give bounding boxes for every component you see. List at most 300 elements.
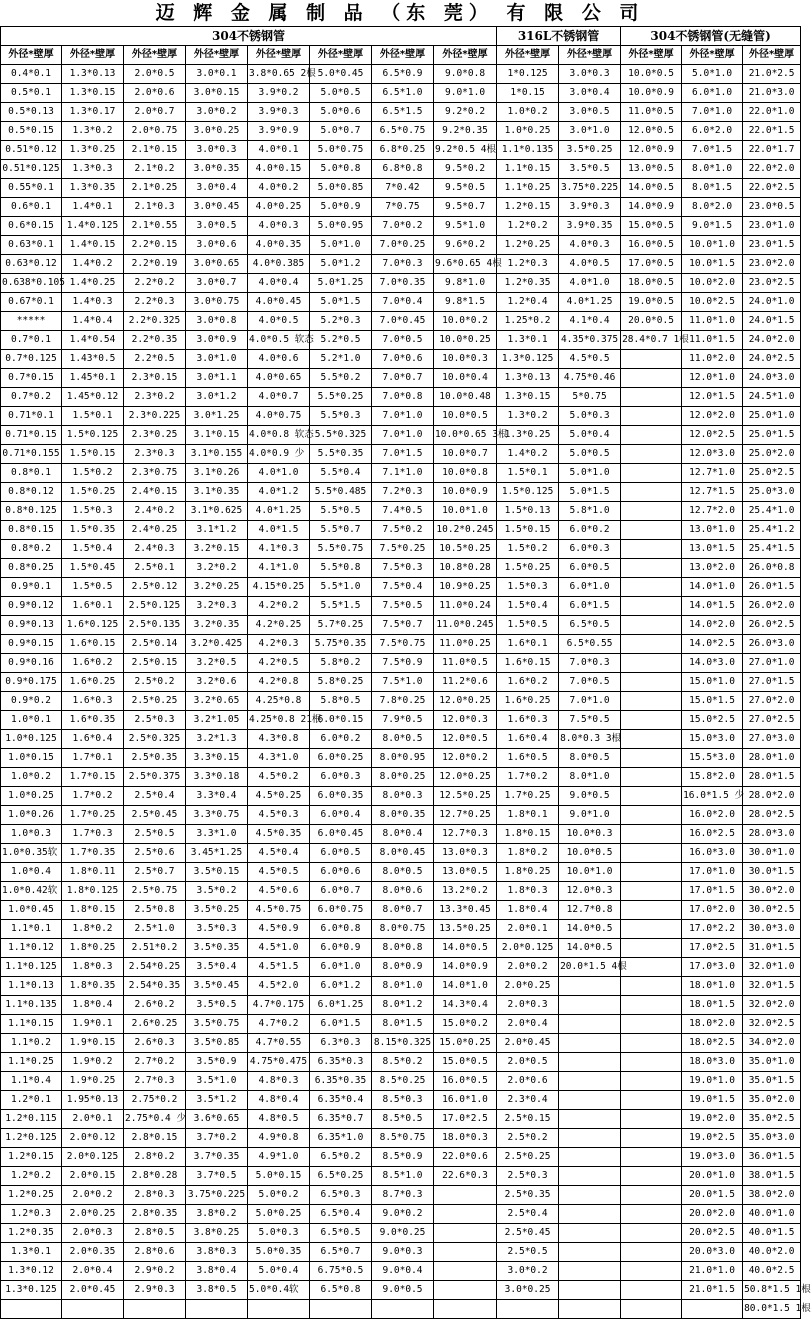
table-cell: 4.75*0.475 <box>248 1053 310 1072</box>
table-cell: 10.0*0.25 <box>434 331 497 350</box>
table-cell: 6.35*0.7 <box>310 1110 372 1129</box>
table-row <box>1 673 801 692</box>
table-cell: 2.0*0.25 <box>62 1205 124 1224</box>
table-cell: 7.0*0.5 <box>559 673 621 692</box>
table-cell: 7.5*0.25 <box>372 540 434 559</box>
table-cell: 12.7*1.0 <box>682 464 743 483</box>
table-row <box>1 787 801 806</box>
table-cell: 5.0*0.6 <box>310 103 372 122</box>
table-cell: 1.2*0.25 <box>1 1186 62 1205</box>
table-cell: 0.9*0.13 <box>1 616 62 635</box>
table-cell: 26.0*1.5 <box>743 578 801 597</box>
table-cell <box>621 1110 682 1129</box>
group-header: 304不锈钢管(无缝管) <box>621 27 801 46</box>
table-cell: 5.5*0.35 <box>310 445 372 464</box>
table-cell: 5.75*0.35 <box>310 635 372 654</box>
table-cell: 1.5*0.125 <box>497 483 559 502</box>
table-cell: 5.0*1.5 <box>559 483 621 502</box>
table-row <box>1 1129 801 1148</box>
table-cell: 1.0*0.1 <box>1 711 62 730</box>
table-cell: 2.0*0.6 <box>497 1072 559 1091</box>
table-cell: 1.5*0.45 <box>62 559 124 578</box>
table-cell: 10.0*1.0 <box>434 502 497 521</box>
table-cell: 10.0*0.4 <box>434 369 497 388</box>
table-cell: 2.5*0.2 <box>124 673 186 692</box>
table-cell: 1.5*0.13 <box>497 502 559 521</box>
table-cell: 8.5*0.25 <box>372 1072 434 1091</box>
table-cell: 18.0*1.5 <box>682 996 743 1015</box>
table-cell: 15.0*1.0 <box>682 673 743 692</box>
table-cell: 5.5*1.0 <box>310 578 372 597</box>
table-cell: 8.0*1.2 <box>372 996 434 1015</box>
table-cell: 2.7*0.3 <box>124 1072 186 1091</box>
table-cell: 3.0*0.45 <box>186 198 248 217</box>
table-cell: 1.8*0.2 <box>62 920 124 939</box>
table-cell: 4.15*0.25 <box>248 578 310 597</box>
table-cell: 0.7*0.15 <box>1 369 62 388</box>
table-cell: 2.0*0.45 <box>497 1034 559 1053</box>
table-cell: 14.0*0.9 <box>434 958 497 977</box>
table-cell: 4.0*0.45 <box>248 293 310 312</box>
table-cell: 22.0*0.6 <box>434 1148 497 1167</box>
table-cell: 6.5*0.5 <box>559 616 621 635</box>
table-cell: 7.2*0.3 <box>372 483 434 502</box>
table-cell: 24.0*3.0 <box>743 369 801 388</box>
table-cell: 2.6*0.2 <box>124 996 186 1015</box>
table-cell: 0.9*0.1 <box>1 578 62 597</box>
table-cell: 24.0*2.5 <box>743 350 801 369</box>
table-cell: 10.0*1.0 <box>682 236 743 255</box>
table-cell: 1.5*0.15 <box>62 445 124 464</box>
table-cell: 2.3*0.25 <box>124 426 186 445</box>
table-cell: 4.0*0.2 <box>248 179 310 198</box>
table-cell: 2.3*0.2 <box>124 388 186 407</box>
table-cell: 2.0*0.12 <box>62 1129 124 1148</box>
table-cell: 2.75*0.2 <box>124 1091 186 1110</box>
table-cell <box>621 1148 682 1167</box>
table-cell: 3.0*0.8 <box>186 312 248 331</box>
table-cell: 1.5*0.3 <box>62 502 124 521</box>
table-cell: 4.0*0.35 <box>248 236 310 255</box>
table-cell <box>559 1224 621 1243</box>
table-cell: 7.0*0.6 <box>372 350 434 369</box>
table-row <box>1 236 801 255</box>
table-cell: 1.5*0.1 <box>62 407 124 426</box>
table-cell: 1.8*0.25 <box>62 939 124 958</box>
table-cell: 1.7*0.3 <box>62 825 124 844</box>
table-cell: 6.5*0.25 <box>310 1167 372 1186</box>
table-cell: 3.8*0.4 <box>186 1262 248 1281</box>
table-cell: 1.2*0.4 <box>497 293 559 312</box>
table-cell: 5.0*1.0 <box>559 464 621 483</box>
table-cell: 30.0*3.0 <box>743 920 801 939</box>
table-cell: 4.9*1.0 <box>248 1148 310 1167</box>
table-cell: 6.5*0.8 <box>310 1281 372 1300</box>
table-cell: 20.0*0.5 <box>621 312 682 331</box>
table-cell: 5.5*0.4 <box>310 464 372 483</box>
table-cell: 3.0*1.0 <box>186 350 248 369</box>
table-cell <box>621 521 682 540</box>
table-cell: 19.0*0.5 <box>621 293 682 312</box>
table-cell: 1.7*0.2 <box>62 787 124 806</box>
table-cell: 16.0*0.5 <box>621 236 682 255</box>
table-cell: 16.0*3.0 <box>682 844 743 863</box>
table-cell: 7.0*0.45 <box>372 312 434 331</box>
table-cell: 12.0*1.0 <box>682 369 743 388</box>
table-cell <box>497 1300 559 1319</box>
table-cell: 6.0*0.35 <box>310 787 372 806</box>
table-cell: 1.0*0.4 <box>1 863 62 882</box>
table-cell: 4.5*0.4 <box>248 844 310 863</box>
table-cell: 1.45*0.12 <box>62 388 124 407</box>
table-cell: 5.5*0.75 <box>310 540 372 559</box>
table-cell: 5.2*1.0 <box>310 350 372 369</box>
table-cell: 4.2*0.5 <box>248 654 310 673</box>
table-cell: 4.8*0.5 <box>248 1110 310 1129</box>
table-cell: 2.5*0.3 <box>497 1167 559 1186</box>
table-cell: 2.2*0.325 <box>124 312 186 331</box>
table-cell: 1.7*0.25 <box>497 787 559 806</box>
table-cell: 2.5*0.45 <box>497 1224 559 1243</box>
table-cell: 2.0*0.15 <box>62 1167 124 1186</box>
table-cell: 12.0*0.9 <box>621 141 682 160</box>
table-cell <box>621 920 682 939</box>
table-cell: 5.8*0.25 <box>310 673 372 692</box>
table-cell: 0.71*0.15 <box>1 426 62 445</box>
table-cell: 3.0*0.4 <box>186 179 248 198</box>
table-cell: 2.6*0.25 <box>124 1015 186 1034</box>
table-cell: 1.6*0.15 <box>62 635 124 654</box>
table-cell <box>621 1243 682 1262</box>
table-cell: 1.4*0.15 <box>62 236 124 255</box>
table-cell: 20.0*2.5 <box>682 1224 743 1243</box>
table-row <box>1 958 801 977</box>
table-cell: 3.0*0.4 <box>559 84 621 103</box>
table-cell: 6.5*0.4 <box>310 1205 372 1224</box>
table-cell: 1*0.125 <box>497 65 559 84</box>
table-cell: 3.5*0.5 <box>186 996 248 1015</box>
table-cell: 7.5*0.7 <box>372 616 434 635</box>
table-cell: 3.0*0.1 <box>186 65 248 84</box>
table-cell: 1.0*0.45 <box>1 901 62 920</box>
table-cell <box>621 977 682 996</box>
table-cell: 2.0*0.45 <box>62 1281 124 1300</box>
table-cell: 32.0*1.0 <box>743 958 801 977</box>
table-cell: 0.7*0.1 <box>1 331 62 350</box>
table-cell: 6.0*0.15 <box>310 711 372 730</box>
table-cell: 15.0*3.0 <box>682 730 743 749</box>
table-cell: 7.0*0.5 <box>372 331 434 350</box>
table-cell: 10.0*2.0 <box>682 274 743 293</box>
table-cell: 2.51*0.2 <box>124 939 186 958</box>
table-cell: 6.8*0.25 <box>372 141 434 160</box>
table-cell <box>621 768 682 787</box>
table-row <box>1 1015 801 1034</box>
table-cell: 5.5*0.8 <box>310 559 372 578</box>
table-cell: 10.0*0.65 3根 <box>434 426 497 445</box>
table-cell <box>559 1262 621 1281</box>
table-cell <box>682 1300 743 1319</box>
table-cell: 4.5*0.9 <box>248 920 310 939</box>
table-cell: 4.0*0.25 <box>248 198 310 217</box>
table-cell: 4.0*0.5 <box>248 312 310 331</box>
table-cell: 4.0*1.0 <box>559 274 621 293</box>
table-cell: 2.8*0.28 <box>124 1167 186 1186</box>
table-cell: 2.4*0.15 <box>124 483 186 502</box>
table-cell: 10.0*2.5 <box>682 293 743 312</box>
table-cell: 16.0*1.5 少 <box>682 787 743 806</box>
table-cell: 4.0*0.7 <box>248 388 310 407</box>
table-cell: 11.0*1.0 <box>682 312 743 331</box>
table-cell: 18.0*2.5 <box>682 1034 743 1053</box>
table-cell <box>621 749 682 768</box>
table-cell: 1.2*0.35 <box>497 274 559 293</box>
table-cell: 3.7*0.35 <box>186 1148 248 1167</box>
table-cell <box>559 1205 621 1224</box>
table-cell: 16.0*2.5 <box>682 825 743 844</box>
table-cell: 26.0*2.5 <box>743 616 801 635</box>
table-cell: 0.8*0.1 <box>1 464 62 483</box>
table-cell: 4.5*1.5 <box>248 958 310 977</box>
table-cell: 3.9*0.3 <box>559 198 621 217</box>
table-cell: 1.6*0.4 <box>62 730 124 749</box>
table-cell: 4.5*0.2 <box>248 768 310 787</box>
table-cell: 1.8*0.125 <box>62 882 124 901</box>
table-cell: 16.0*1.0 <box>434 1091 497 1110</box>
table-cell: 6.0*1.5 <box>559 597 621 616</box>
table-cell: 2.5*0.2 <box>497 1129 559 1148</box>
table-cell <box>621 806 682 825</box>
table-cell: 1.0*0.2 <box>497 103 559 122</box>
table-cell: 7.0*0.7 <box>372 369 434 388</box>
table-cell: 16.0*0.5 <box>434 1072 497 1091</box>
table-cell: 4.2*0.8 <box>248 673 310 692</box>
table-cell: 14.0*1.0 <box>682 578 743 597</box>
table-cell: 2.5*0.1 <box>124 559 186 578</box>
table-cell: 4.5*0.5 <box>559 350 621 369</box>
column-header: 外径*壁厚 <box>682 46 743 65</box>
table-cell: 27.0*2.5 <box>743 711 801 730</box>
table-cell: 3.0*0.3 <box>559 65 621 84</box>
table-cell: 2.1*0.55 <box>124 217 186 236</box>
table-cell: 1.3*0.25 <box>62 141 124 160</box>
table-cell <box>621 1072 682 1091</box>
table-cell: 23.0*2.0 <box>743 255 801 274</box>
table-cell: 8.0*1.0 <box>559 768 621 787</box>
column-header: 外径*壁厚 <box>621 46 682 65</box>
table-cell: 11.2*0.6 <box>434 673 497 692</box>
table-cell: 3.8*0.65 2根 <box>248 65 310 84</box>
table-cell: 28.4*0.7 1根 <box>621 331 682 350</box>
table-cell: 14.0*2.0 <box>682 616 743 635</box>
table-cell: 1.5*0.25 <box>62 483 124 502</box>
table-row <box>1 825 801 844</box>
table-cell: 7.4*0.5 <box>372 502 434 521</box>
table-row <box>1 502 801 521</box>
table-cell: 3.9*0.2 <box>248 84 310 103</box>
table-cell <box>621 559 682 578</box>
table-cell: 9.5*0.2 <box>434 160 497 179</box>
table-cell: 3.0*1.1 <box>186 369 248 388</box>
table-cell: 2.6*0.3 <box>124 1034 186 1053</box>
table-cell: 5.5*0.5 <box>310 502 372 521</box>
table-cell: 12.0*0.25 <box>434 692 497 711</box>
table-cell: 14.0*0.5 <box>621 179 682 198</box>
table-cell: 1.5*0.4 <box>497 597 559 616</box>
table-cell: 3.0*0.75 <box>186 293 248 312</box>
table-cell: 11.0*0.24 <box>434 597 497 616</box>
table-cell <box>621 863 682 882</box>
table-cell: 8.0*0.3 <box>372 787 434 806</box>
table-cell: 3.7*0.2 <box>186 1129 248 1148</box>
table-cell: 1.1*0.12 <box>1 939 62 958</box>
table-cell: 2.5*0.15 <box>124 654 186 673</box>
column-header: 外径*壁厚 <box>1 46 62 65</box>
table-cell: 19.0*3.0 <box>682 1148 743 1167</box>
table-cell: 1.6*0.5 <box>497 749 559 768</box>
table-cell: 1.6*0.15 <box>497 654 559 673</box>
table-cell: 1.3*0.35 <box>62 179 124 198</box>
table-cell: 17.0*2.2 <box>682 920 743 939</box>
table-cell: 4.5*0.35 <box>248 825 310 844</box>
table-cell: 9.6*0.65 4根 <box>434 255 497 274</box>
table-cell <box>621 578 682 597</box>
table-body <box>1 65 811 1319</box>
table-cell: 23.0*0.5 <box>743 198 801 217</box>
table-cell <box>621 369 682 388</box>
table-cell: 8.0*0.75 <box>372 920 434 939</box>
table-cell: 21.0*1.5 <box>682 1281 743 1300</box>
table-cell: 1.6*0.4 <box>497 730 559 749</box>
table-row <box>1 1034 801 1053</box>
table-cell: 9.2*0.5 4根 <box>434 141 497 160</box>
table-cell: 2.5*0.3 <box>124 711 186 730</box>
table-cell: 3.5*0.45 <box>186 977 248 996</box>
table-cell: 9.6*0.2 <box>434 236 497 255</box>
table-cell: 31.0*1.5 <box>743 939 801 958</box>
table-cell <box>621 1034 682 1053</box>
table-cell: 12.0*0.3 <box>559 882 621 901</box>
table-row <box>1 1186 801 1205</box>
table-cell: ***** <box>1 312 62 331</box>
table-cell <box>559 1167 621 1186</box>
table-cell: 1.8*0.4 <box>497 901 559 920</box>
table-cell: 3.8*0.3 <box>186 1243 248 1262</box>
table-cell: 2.0*0.1 <box>62 1110 124 1129</box>
table-cell: 1.4*0.3 <box>62 293 124 312</box>
table-cell: 7.0*1.5 <box>372 445 434 464</box>
table-cell: 1.5*0.2 <box>62 464 124 483</box>
table-row <box>1 977 801 996</box>
table-cell: 0.63*0.1 <box>1 236 62 255</box>
table-cell: 8.5*0.5 <box>372 1110 434 1129</box>
table-cell: 0.9*0.2 <box>1 692 62 711</box>
table-cell: 8.0*1.5 <box>372 1015 434 1034</box>
table-cell: 8.0*1.0 <box>682 160 743 179</box>
table-cell: 2.5*0.45 <box>124 806 186 825</box>
table-cell: 2.5*0.6 <box>124 844 186 863</box>
table-cell <box>559 1186 621 1205</box>
table-row <box>1 996 801 1015</box>
table-cell: 5.5*0.325 <box>310 426 372 445</box>
table-cell: 6.3*0.3 <box>310 1034 372 1053</box>
table-cell: 13.5*0.25 <box>434 920 497 939</box>
table-cell: 11.0*1.5 <box>682 331 743 350</box>
table-row <box>1 1281 801 1300</box>
table-cell: 27.0*2.0 <box>743 692 801 711</box>
table-cell: 8.0*0.45 <box>372 844 434 863</box>
table-cell: 6.0*0.5 <box>310 844 372 863</box>
table-cell: 5.0*0.5 <box>559 445 621 464</box>
table-row <box>1 445 801 464</box>
table-cell: 20.0*1.5 <box>682 1186 743 1205</box>
table-cell: 3.0*0.65 <box>186 255 248 274</box>
table-cell: 0.4*0.1 <box>1 65 62 84</box>
table-cell: 3.2*0.2 <box>186 559 248 578</box>
table-cell: 2.5*0.5 <box>497 1243 559 1262</box>
table-cell: 10.0*0.2 <box>434 312 497 331</box>
table-cell <box>434 1262 497 1281</box>
table-cell: 1.5*0.1 <box>497 464 559 483</box>
table-cell: 10.2*0.245 <box>434 521 497 540</box>
table-cell: 1.9*0.15 <box>62 1034 124 1053</box>
table-cell: 3.5*0.15 <box>186 863 248 882</box>
table-cell: 2.1*0.25 <box>124 179 186 198</box>
table-cell: 0.8*0.125 <box>1 502 62 521</box>
table-cell: 6.0*1.5 <box>310 1015 372 1034</box>
table-cell: 1.3*0.1 <box>497 331 559 350</box>
table-cell <box>621 901 682 920</box>
table-cell: 5.8*0.5 <box>310 692 372 711</box>
table-cell <box>559 996 621 1015</box>
table-cell: 2.0*0.1 <box>497 920 559 939</box>
table-row <box>1 635 801 654</box>
table-cell: 1.6*0.1 <box>497 635 559 654</box>
table-cell: 3.5*0.9 <box>186 1053 248 1072</box>
table-cell: 4.5*0.25 <box>248 787 310 806</box>
table-cell: 25.0*1.5 <box>743 426 801 445</box>
table-cell: 21.0*1.0 <box>682 1262 743 1281</box>
table-cell: 3.5*0.25 <box>186 901 248 920</box>
table-cell: 15.5*3.0 <box>682 749 743 768</box>
table-cell: 12.0*0.25 <box>434 768 497 787</box>
table-cell: 6.35*1.0 <box>310 1129 372 1148</box>
table-cell: 3.0*0.25 <box>497 1281 559 1300</box>
table-cell: 4.0*0.5 软态 <box>248 331 310 350</box>
table-cell: 2.0*0.35 <box>62 1243 124 1262</box>
table-cell: 13.3*0.45 <box>434 901 497 920</box>
table-cell: 7.5*0.5 <box>372 597 434 616</box>
table-cell: 5.0*0.5 <box>310 84 372 103</box>
table-row <box>1 312 801 331</box>
table-cell <box>621 825 682 844</box>
table-row <box>1 1091 801 1110</box>
table-cell: 1.1*0.25 <box>1 1053 62 1072</box>
table-cell: 1.3*0.1 <box>1 1243 62 1262</box>
table-cell: 1.8*0.4 <box>62 996 124 1015</box>
table-cell: 3.5*0.35 <box>186 939 248 958</box>
table-cell: 4.0*0.4 <box>248 274 310 293</box>
table-cell: 3.0*0.15 <box>186 84 248 103</box>
table-cell: 15.0*0.25 <box>434 1034 497 1053</box>
table-cell: 1.0*0.35软 <box>1 844 62 863</box>
table-cell: 3.9*0.9 <box>248 122 310 141</box>
table-cell: 1*0.15 <box>497 84 559 103</box>
table-cell: 7.5*1.0 <box>372 673 434 692</box>
table-cell: 6.0*0.8 <box>310 920 372 939</box>
table-cell: 1.2*0.115 <box>1 1110 62 1129</box>
table-cell <box>559 1148 621 1167</box>
